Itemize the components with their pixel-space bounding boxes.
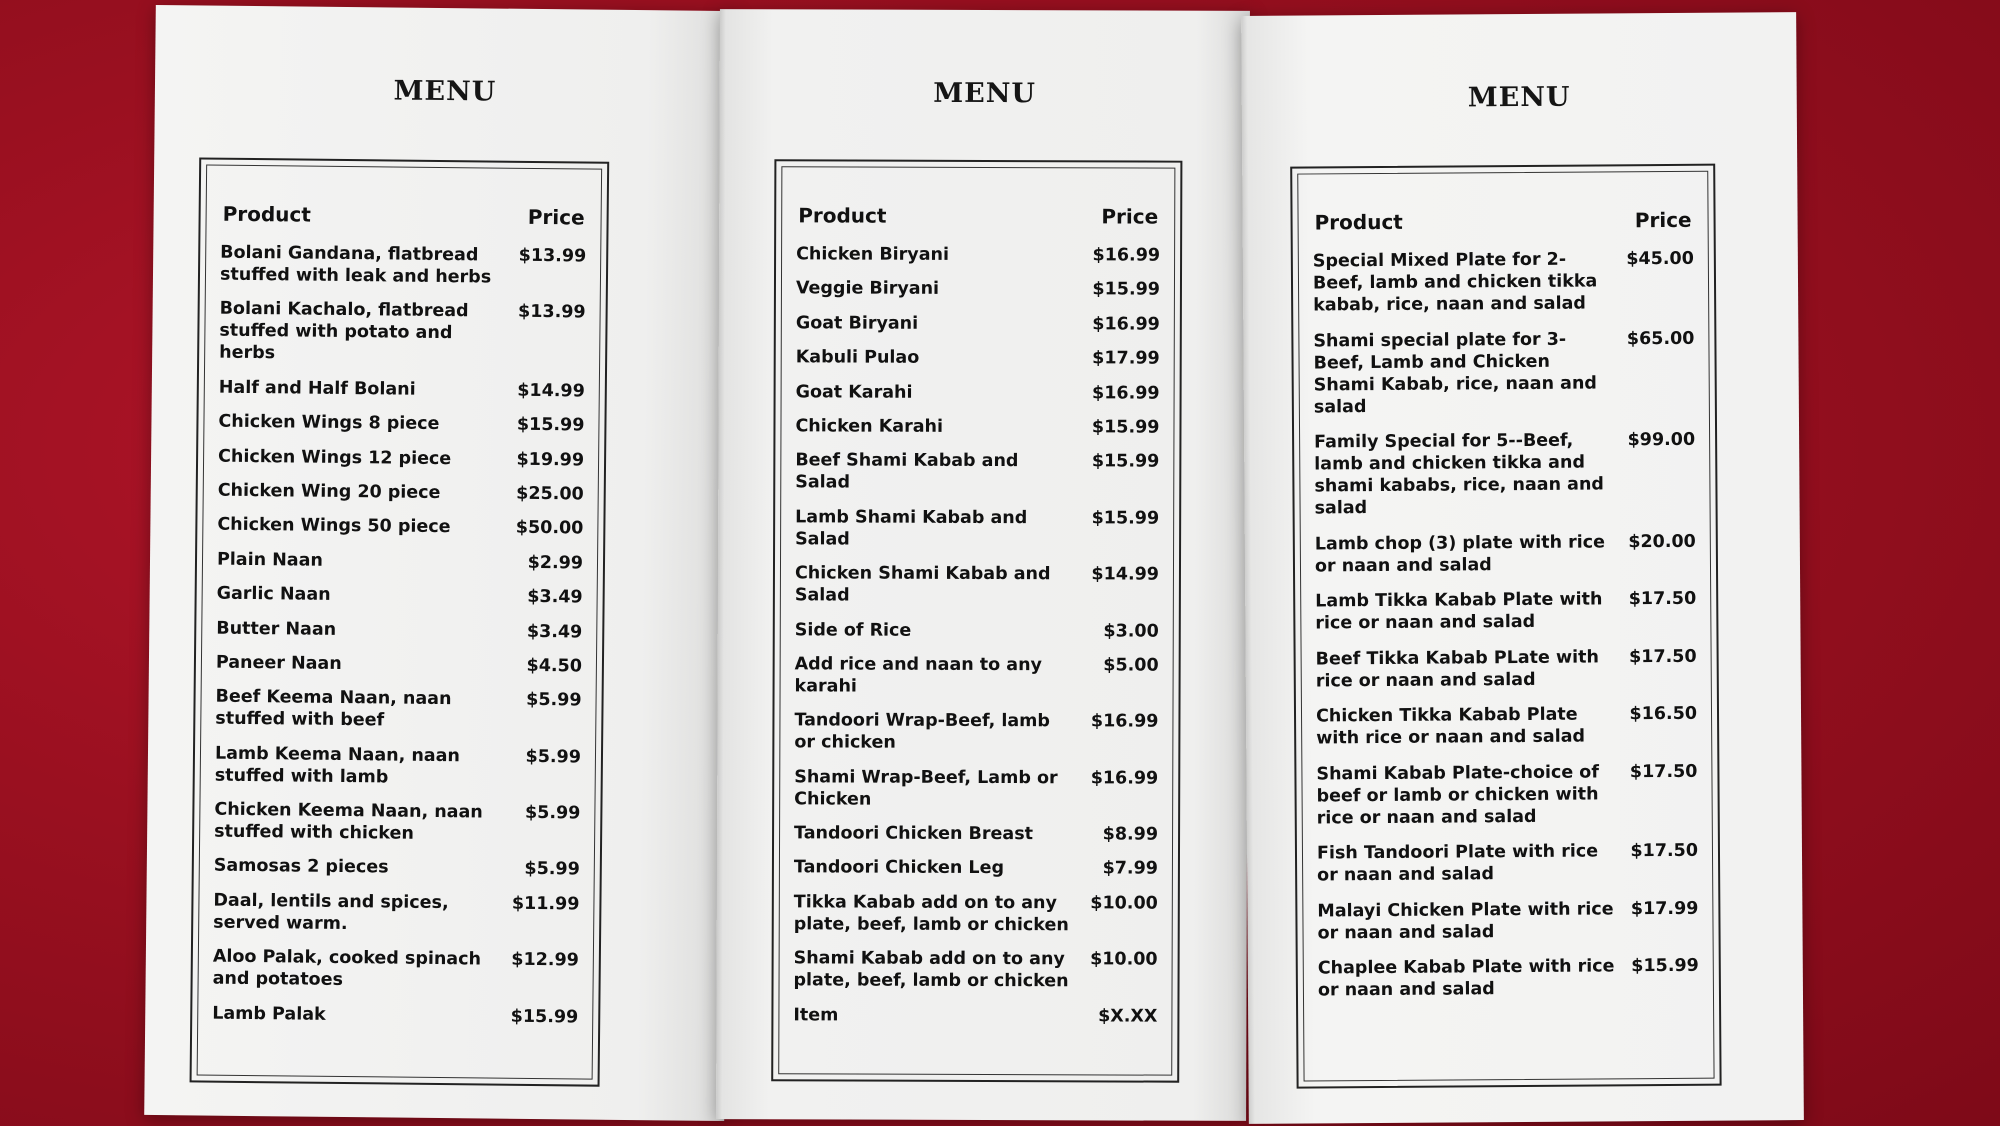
menu-item-name: Lamb Tikka Kabab Plate with rice or naan and salad bbox=[1315, 589, 1603, 634]
menu-item-price: $14.99 bbox=[1091, 564, 1160, 585]
menu-item-price: $65.00 bbox=[1626, 328, 1695, 349]
menu-item-row bbox=[795, 450, 1159, 495]
menu-item-row bbox=[794, 822, 1158, 845]
price-column-header: Price bbox=[1101, 204, 1159, 229]
menu-item-price: $45.00 bbox=[1626, 248, 1694, 270]
menu-item-row bbox=[219, 298, 586, 368]
menu-item-row bbox=[218, 445, 584, 471]
menu-item-name: Samosas 2 pieces bbox=[213, 856, 389, 878]
menu-item-name: Garlic Naan bbox=[216, 583, 331, 605]
menu-item-price: $17.99 bbox=[1630, 898, 1699, 919]
menu-item-row bbox=[795, 653, 1159, 698]
menu-item-price: $5.99 bbox=[526, 690, 582, 711]
menu-item-row bbox=[796, 243, 1160, 266]
menu-item-name: Chaplee Kabab Plate with rice or naan and salad bbox=[1317, 956, 1615, 1001]
menu-item-name: Chicken Keema Naan, naan stuffed with chicken bbox=[214, 799, 483, 844]
menu-item-name: Bolani Kachalo, flatbread stuffed with potato and herbs bbox=[219, 299, 469, 364]
menu-item-row bbox=[1315, 588, 1696, 635]
menu-item-name: Kabuli Pulao bbox=[795, 347, 920, 368]
menu-item-row bbox=[795, 506, 1159, 551]
menu-item-row bbox=[216, 617, 582, 643]
menu-item-row bbox=[793, 1004, 1157, 1027]
menu-item-name: Butter Naan bbox=[216, 618, 337, 640]
table-header bbox=[1314, 208, 1691, 235]
menu-item-row bbox=[795, 415, 1159, 438]
menu-item-name: Lamb Shami Kabab and Salad bbox=[795, 507, 1028, 550]
menu-item-price: $15.99 bbox=[510, 1006, 579, 1028]
menu-item-price: $15.99 bbox=[1091, 417, 1160, 438]
menu-item-name: Chicken Wings 8 piece bbox=[218, 411, 440, 435]
menu-item-price: $17.50 bbox=[1628, 588, 1697, 610]
price-column-header: Price bbox=[527, 204, 585, 230]
menu-item-row bbox=[795, 562, 1159, 607]
menu-item-name: Half and Half Bolani bbox=[218, 377, 416, 400]
menu-item-price: $2.99 bbox=[527, 552, 584, 574]
menu-item-price: $5.99 bbox=[525, 746, 582, 768]
menu-table-frame bbox=[190, 157, 610, 1086]
menu-item-name: Bolani Gandana, flatbread stuffed with leak and herbs bbox=[219, 242, 492, 288]
menu-item-row bbox=[220, 242, 586, 290]
menu-item-name: Goat Biryani bbox=[795, 313, 919, 334]
menu-item-price: $5.99 bbox=[524, 802, 581, 824]
menu-item-price: $15.99 bbox=[516, 414, 585, 436]
menu-item-row bbox=[213, 890, 579, 938]
menu-item-row bbox=[794, 857, 1158, 880]
menu-item-row bbox=[217, 514, 583, 540]
menu-item-price: $16.99 bbox=[1092, 245, 1161, 266]
menu-item-name: Item bbox=[793, 1004, 839, 1026]
menu-item-row bbox=[1318, 955, 1699, 1002]
menu-table-frame bbox=[771, 159, 1182, 1082]
menu-item-row bbox=[217, 548, 583, 574]
menu-item-price: $17.50 bbox=[1630, 840, 1699, 862]
menu-item-price: $17.50 bbox=[1629, 761, 1698, 782]
menu-item-price: $X.XX bbox=[1098, 1006, 1158, 1027]
menu-item-row bbox=[1314, 429, 1696, 520]
menu-item-name: Tandoori Chicken Breast bbox=[794, 823, 1034, 845]
menu-item-price: $3.49 bbox=[526, 621, 583, 643]
menu-item-row bbox=[1316, 703, 1697, 750]
menu-item-row bbox=[216, 652, 582, 678]
menu-item-name: Chicken Shami Kabab and Salad bbox=[794, 563, 1051, 606]
menu-item-row bbox=[215, 686, 581, 734]
menu-item-price: $16.99 bbox=[1092, 314, 1160, 335]
menu-title: MENU bbox=[393, 75, 497, 108]
menu-item-row bbox=[212, 1002, 578, 1028]
menu-item-price: $10.00 bbox=[1090, 893, 1158, 914]
menu-item-name: Chicken Wings 50 piece bbox=[217, 515, 451, 538]
menu-item-row bbox=[219, 376, 585, 402]
menu-item-price: $15.99 bbox=[1092, 279, 1160, 301]
menu-item-row bbox=[214, 799, 580, 847]
menu-item-price: $5.00 bbox=[1103, 655, 1159, 676]
menu-items-list bbox=[1313, 248, 1699, 1015]
menu-item-row bbox=[794, 891, 1158, 936]
menu-item-name: Tandoori Wrap-Beef, lamb or chicken bbox=[794, 710, 1051, 753]
menu-item-row bbox=[796, 347, 1160, 370]
menu-item-name: Daal, lentils and spices, served warm. bbox=[213, 890, 449, 934]
menu-item-price: $13.99 bbox=[517, 302, 586, 323]
menu-item-row bbox=[213, 946, 579, 994]
table-header bbox=[798, 203, 1158, 228]
menu-item-name: Aloo Palak, cooked spinach and potatoes bbox=[212, 946, 482, 991]
menu-item-name: Chicken Biryani bbox=[796, 244, 950, 265]
menu-item-row bbox=[1317, 840, 1698, 887]
menu-item-name: Chicken Wings 12 piece bbox=[218, 446, 452, 469]
menu-item-row bbox=[796, 278, 1160, 301]
menu-panel-left bbox=[144, 5, 736, 1121]
menu-items-list bbox=[212, 242, 586, 1041]
menu-item-row bbox=[794, 710, 1158, 755]
menu-item-price: $4.50 bbox=[526, 655, 583, 677]
menu-item-price: $10.00 bbox=[1090, 949, 1158, 970]
menu-item-row bbox=[218, 411, 584, 437]
menu-item-price: $20.00 bbox=[1628, 531, 1696, 552]
menu-item-row bbox=[215, 742, 581, 790]
table-header bbox=[223, 202, 585, 230]
menu-item-row bbox=[1315, 530, 1696, 577]
menu-item-name: Paneer Naan bbox=[215, 652, 342, 674]
product-column-header: Product bbox=[798, 203, 887, 228]
menu-item-row bbox=[217, 583, 583, 609]
menu-item-row bbox=[214, 855, 580, 881]
menu-item-price: $7.99 bbox=[1102, 858, 1158, 880]
menu-item-price: $16.99 bbox=[1090, 768, 1159, 789]
menu-item-price: $25.00 bbox=[516, 483, 584, 505]
menu-item-name: Goat Karahi bbox=[795, 381, 913, 403]
menu-item-name: Side of Rice bbox=[794, 619, 912, 641]
menu-item-name: Beef Shami Kabab and Salad bbox=[795, 450, 1019, 493]
product-column-header: Product bbox=[1314, 209, 1403, 235]
menu-item-price: $50.00 bbox=[515, 518, 584, 539]
menu-item-price: $99.00 bbox=[1627, 429, 1696, 451]
menu-item-name: Lamb Palak bbox=[212, 1003, 326, 1025]
menu-item-price: $16.99 bbox=[1090, 711, 1159, 732]
menu-item-price: $3.49 bbox=[527, 587, 583, 608]
menu-item-row bbox=[1313, 248, 1694, 317]
menu-item-row bbox=[794, 948, 1158, 993]
menu-item-row bbox=[1316, 760, 1697, 829]
menu-item-row bbox=[796, 312, 1160, 335]
menu-item-name: Tikka Kabab add on to any plate, beef, lamb or chicken bbox=[793, 892, 1069, 936]
menu-item-row bbox=[794, 766, 1158, 811]
menu-item-name: Malayi Chicken Plate with rice or naan and salad bbox=[1317, 898, 1614, 943]
menu-item-name: Shami Wrap-Beef, Lamb or Chicken bbox=[794, 767, 1058, 810]
menu-item-row bbox=[1316, 645, 1697, 692]
menu-item-price: $15.99 bbox=[1091, 508, 1160, 529]
menu-item-name: Shami Kabab add on to any plate, beef, lamb or chicken bbox=[793, 948, 1069, 992]
menu-table-frame bbox=[1290, 164, 1721, 1089]
menu-item-name: Shami Kabab Plate-choice of beef or lamb or chicken with rice or naan and salad bbox=[1316, 761, 1599, 828]
menu-item-price: $11.99 bbox=[511, 893, 580, 915]
menu-panel-right bbox=[1241, 12, 1804, 1124]
menu-item-row bbox=[1313, 327, 1695, 418]
menu-item-price: $15.99 bbox=[1631, 955, 1699, 977]
menu-item-name: Shami special plate for 3-Beef, Lamb and Chicken Shami Kabab, rice, naan and salad bbox=[1313, 329, 1597, 417]
menu-panel-middle bbox=[716, 9, 1250, 1121]
menu-item-name: Veggie Biryani bbox=[795, 278, 940, 300]
menu-item-name: Chicken Karahi bbox=[795, 416, 944, 437]
menu-item-price: $12.99 bbox=[511, 950, 579, 971]
product-column-header: Product bbox=[222, 201, 312, 227]
menu-item-price: $17.50 bbox=[1629, 646, 1697, 667]
price-column-header: Price bbox=[1634, 207, 1692, 233]
menu-item-row bbox=[795, 619, 1159, 642]
menu-item-name: Beef Keema Naan, naan stuffed with beef bbox=[215, 686, 452, 731]
menu-item-row bbox=[1317, 897, 1698, 944]
menu-item-price: $19.99 bbox=[516, 449, 585, 471]
menu-item-name: Chicken Wing 20 piece bbox=[217, 480, 441, 503]
menu-item-name: Fish Tandoori Plate with rice or naan and salad bbox=[1316, 841, 1599, 886]
menu-item-price: $13.99 bbox=[518, 245, 587, 267]
menu-item-price: $8.99 bbox=[1102, 824, 1159, 845]
menu-item-price: $3.00 bbox=[1103, 620, 1159, 642]
menu-item-price: $14.99 bbox=[517, 380, 585, 402]
menu-item-price: $16.99 bbox=[1092, 382, 1160, 404]
menu-item-price: $16.50 bbox=[1629, 703, 1698, 725]
menu-item-name: Chicken Tikka Kabab Plate with rice or naan and salad bbox=[1315, 704, 1586, 749]
menu-item-price: $15.99 bbox=[1091, 451, 1160, 472]
menu-title: MENU bbox=[1467, 81, 1571, 114]
menu-item-name: Family Special for 5--Beef, lamb and chicken tikka and shami kababs, rice, naan and salad bbox=[1314, 430, 1605, 519]
menu-item-name: Tandoori Chicken Leg bbox=[793, 857, 1005, 879]
menu-item-name: Beef Tikka Kabab PLate with rice or naan and salad bbox=[1315, 646, 1600, 691]
menu-item-price: $5.99 bbox=[524, 859, 580, 880]
menu-item-price: $17.99 bbox=[1092, 348, 1160, 369]
menu-item-row bbox=[796, 381, 1160, 404]
menu-title: MENU bbox=[933, 77, 1037, 110]
menu-item-name: Lamb chop (3) plate with rice or naan and salad bbox=[1314, 531, 1606, 576]
menu-item-name: Plain Naan bbox=[216, 549, 324, 571]
menu-item-name: Special Mixed Plate for 2-Beef, lamb and chicken tikka kabab, rice, naan and salad bbox=[1312, 249, 1598, 316]
menu-item-row bbox=[218, 480, 584, 506]
menu-item-name: Add rice and naan to any karahi bbox=[794, 654, 1043, 697]
menu-items-list bbox=[793, 243, 1160, 1039]
menu-item-name: Lamb Keema Naan, naan stuffed with lamb bbox=[214, 743, 461, 788]
